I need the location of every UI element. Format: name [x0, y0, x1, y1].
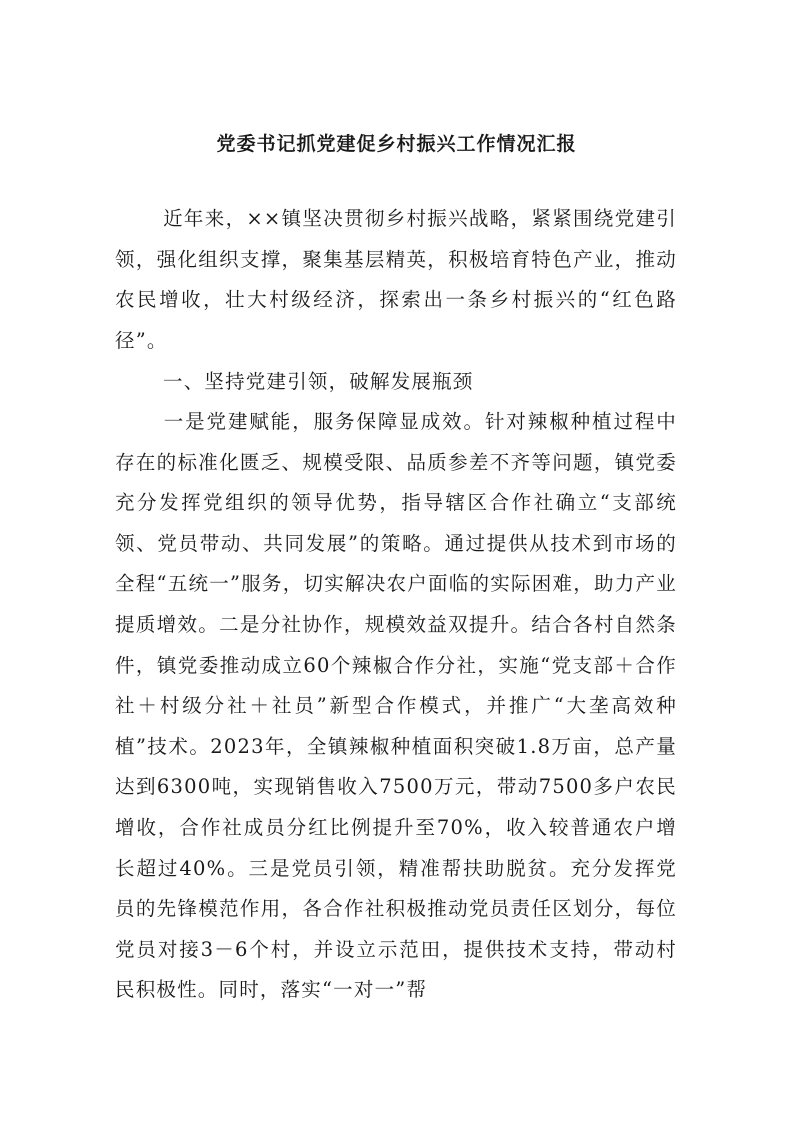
section-heading-text: 一、坚持党建引领，破解发展瓶颈 — [163, 370, 474, 393]
intro-paragraph — [115, 199, 677, 361]
document-title: 党委书记抓党建促乡村振兴工作情况汇报 — [216, 133, 577, 155]
section-heading — [115, 362, 677, 403]
intro-text: 近年来，××镇坚决贯彻乡村振兴战略，紧紧围绕党建引领，强化组织支撑，聚集基层精英，积极培育特色产业，推动农民增收，壮大村级经济，探索出一条乡村振兴的“红色路径”。 — [115, 207, 677, 352]
body-paragraph — [115, 402, 677, 1011]
body-paragraph-text: 一是党建赋能，服务保障显成效。针对辣椒种植过程中存在的标准化匮乏、规模受限、品质参差不齐等问题，镇党委充分发挥党组织的领导优势，指导辖区合作社确立“支部统领、党员带动、共同发展”的策略。通过提供从技术到市场的全程“五统一”服务，切实解决农户面临的实际困难，助力产业提质增效。二是分社协作，规模效益双提升。结合各村自然条件，镇党委推动成立60个辣椒合作分社，实施“党支部＋合作社＋村级分社＋社员”新型合作模式，并推广“大垄高效种植”技术。2023年，全镇辣椒种植面积突破1.8万亩，总产量达到6300吨，实现销售收入7500万元，带动7500多户农民增收，合作社成员分红比例提升至70%，收入较普通农户增长超过40%。三是党员引领，精准帮扶助脱贫。充分发挥党员的先锋模范作用，各合作社积极推动党员责任区划分，每位党员对接3－6个村，并设立示范田，提供技术支持，带动村民积极性。同时，落实“一对一”帮 — [115, 410, 677, 1002]
